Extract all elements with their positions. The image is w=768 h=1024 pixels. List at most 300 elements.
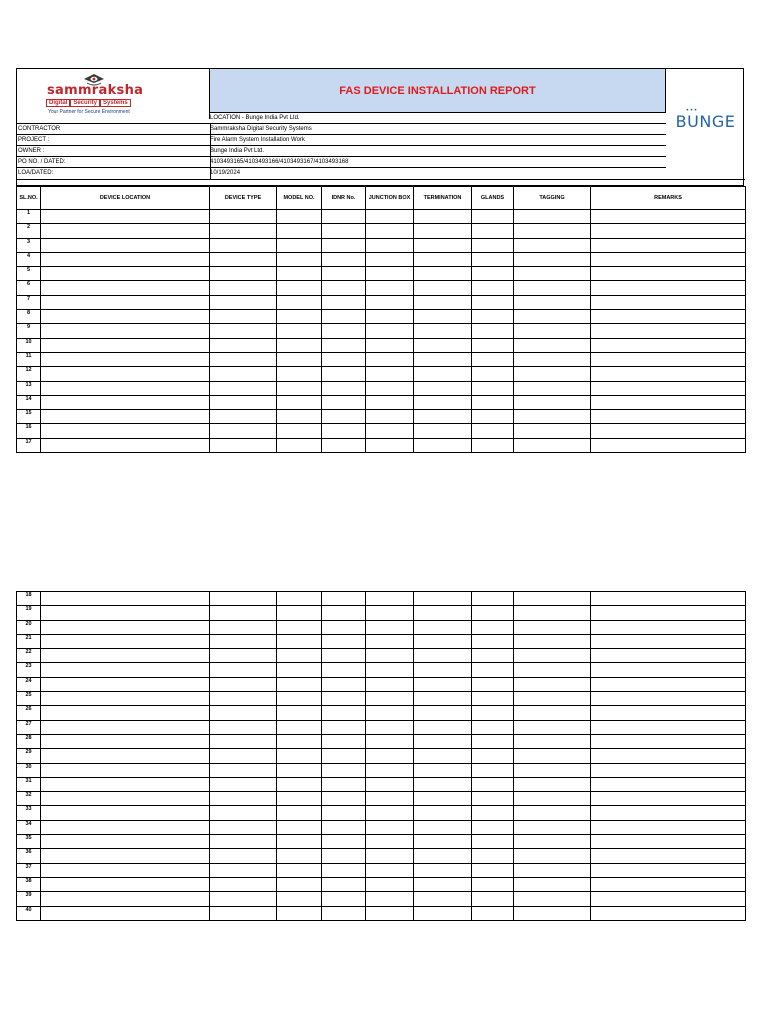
table-cell[interactable] bbox=[514, 367, 591, 381]
table-cell[interactable] bbox=[472, 310, 514, 324]
table-cell[interactable] bbox=[277, 338, 322, 352]
table-cell[interactable] bbox=[472, 663, 514, 677]
table-cell[interactable] bbox=[414, 424, 472, 438]
table-cell[interactable] bbox=[472, 820, 514, 834]
table-cell[interactable] bbox=[472, 734, 514, 748]
table-cell[interactable] bbox=[41, 835, 210, 849]
table-cell[interactable] bbox=[277, 877, 322, 891]
table-cell[interactable] bbox=[366, 706, 414, 720]
table-cell[interactable] bbox=[591, 381, 746, 395]
table-cell[interactable] bbox=[472, 267, 514, 281]
table-cell[interactable] bbox=[277, 649, 322, 663]
table-cell[interactable] bbox=[414, 395, 472, 409]
table-cell[interactable] bbox=[277, 734, 322, 748]
table-cell[interactable] bbox=[41, 281, 210, 295]
table-cell[interactable] bbox=[414, 806, 472, 820]
table-cell[interactable] bbox=[472, 835, 514, 849]
table-cell[interactable] bbox=[472, 238, 514, 252]
table-cell[interactable] bbox=[210, 792, 277, 806]
table-cell[interactable] bbox=[322, 692, 366, 706]
table-cell[interactable] bbox=[514, 734, 591, 748]
table-cell[interactable] bbox=[41, 224, 210, 238]
table-cell[interactable] bbox=[277, 634, 322, 648]
table-cell[interactable] bbox=[472, 410, 514, 424]
table-cell[interactable] bbox=[366, 649, 414, 663]
table-cell[interactable] bbox=[472, 438, 514, 452]
table-cell[interactable] bbox=[414, 210, 472, 224]
table-cell[interactable] bbox=[514, 281, 591, 295]
table-cell[interactable] bbox=[366, 252, 414, 266]
table-cell[interactable] bbox=[322, 367, 366, 381]
table-cell[interactable] bbox=[322, 849, 366, 863]
table-cell[interactable] bbox=[322, 352, 366, 366]
table-cell[interactable] bbox=[210, 649, 277, 663]
table-cell[interactable] bbox=[277, 706, 322, 720]
table-cell[interactable] bbox=[277, 792, 322, 806]
table-cell[interactable] bbox=[591, 634, 746, 648]
table-cell[interactable] bbox=[514, 592, 591, 606]
table-cell[interactable] bbox=[322, 634, 366, 648]
table-cell[interactable] bbox=[41, 252, 210, 266]
table-cell[interactable] bbox=[514, 395, 591, 409]
table-cell[interactable] bbox=[210, 720, 277, 734]
table-cell[interactable] bbox=[472, 892, 514, 906]
table-cell[interactable] bbox=[591, 210, 746, 224]
table-cell[interactable] bbox=[514, 792, 591, 806]
table-cell[interactable] bbox=[472, 224, 514, 238]
table-cell[interactable] bbox=[591, 606, 746, 620]
table-cell[interactable] bbox=[322, 424, 366, 438]
table-cell[interactable] bbox=[414, 310, 472, 324]
table-cell[interactable] bbox=[322, 210, 366, 224]
table-cell[interactable] bbox=[514, 720, 591, 734]
table-cell[interactable] bbox=[591, 877, 746, 891]
table-cell[interactable] bbox=[591, 863, 746, 877]
table-cell[interactable] bbox=[472, 677, 514, 691]
table-cell[interactable] bbox=[41, 720, 210, 734]
table-cell[interactable] bbox=[514, 677, 591, 691]
table-cell[interactable] bbox=[210, 634, 277, 648]
table-cell[interactable] bbox=[591, 806, 746, 820]
table-cell[interactable] bbox=[322, 763, 366, 777]
table-cell[interactable] bbox=[414, 763, 472, 777]
table-cell[interactable] bbox=[472, 720, 514, 734]
table-cell[interactable] bbox=[514, 835, 591, 849]
table-cell[interactable] bbox=[472, 281, 514, 295]
table-cell[interactable] bbox=[366, 338, 414, 352]
table-cell[interactable] bbox=[472, 763, 514, 777]
table-cell[interactable] bbox=[41, 677, 210, 691]
table-cell[interactable] bbox=[472, 620, 514, 634]
table-cell[interactable] bbox=[210, 692, 277, 706]
table-cell[interactable] bbox=[591, 310, 746, 324]
table-cell[interactable] bbox=[591, 749, 746, 763]
table-cell[interactable] bbox=[210, 777, 277, 791]
table-cell[interactable] bbox=[366, 749, 414, 763]
table-cell[interactable] bbox=[514, 749, 591, 763]
table-cell[interactable] bbox=[472, 649, 514, 663]
table-cell[interactable] bbox=[414, 620, 472, 634]
table-cell[interactable] bbox=[591, 692, 746, 706]
table-cell[interactable] bbox=[210, 438, 277, 452]
table-cell[interactable] bbox=[210, 338, 277, 352]
table-cell[interactable] bbox=[472, 210, 514, 224]
table-cell[interactable] bbox=[41, 395, 210, 409]
table-cell[interactable] bbox=[414, 692, 472, 706]
table-cell[interactable] bbox=[322, 267, 366, 281]
table-cell[interactable] bbox=[366, 906, 414, 920]
table-cell[interactable] bbox=[472, 381, 514, 395]
table-cell[interactable] bbox=[414, 706, 472, 720]
table-cell[interactable] bbox=[414, 777, 472, 791]
table-cell[interactable] bbox=[514, 663, 591, 677]
table-cell[interactable] bbox=[322, 310, 366, 324]
table-cell[interactable] bbox=[366, 438, 414, 452]
table-cell[interactable] bbox=[322, 777, 366, 791]
table-cell[interactable] bbox=[210, 749, 277, 763]
table-cell[interactable] bbox=[366, 634, 414, 648]
table-cell[interactable] bbox=[322, 749, 366, 763]
table-cell[interactable] bbox=[514, 877, 591, 891]
table-cell[interactable] bbox=[41, 310, 210, 324]
table-cell[interactable] bbox=[41, 792, 210, 806]
table-cell[interactable] bbox=[414, 677, 472, 691]
table-cell[interactable] bbox=[514, 210, 591, 224]
table-cell[interactable] bbox=[591, 792, 746, 806]
table-cell[interactable] bbox=[41, 438, 210, 452]
table-cell[interactable] bbox=[514, 267, 591, 281]
table-cell[interactable] bbox=[41, 649, 210, 663]
table-cell[interactable] bbox=[210, 620, 277, 634]
table-cell[interactable] bbox=[472, 367, 514, 381]
table-cell[interactable] bbox=[414, 877, 472, 891]
table-cell[interactable] bbox=[366, 777, 414, 791]
table-cell[interactable] bbox=[41, 692, 210, 706]
table-cell[interactable] bbox=[366, 224, 414, 238]
table-cell[interactable] bbox=[591, 663, 746, 677]
table-cell[interactable] bbox=[591, 777, 746, 791]
table-cell[interactable] bbox=[41, 706, 210, 720]
table-cell[interactable] bbox=[41, 620, 210, 634]
table-cell[interactable] bbox=[41, 892, 210, 906]
table-cell[interactable] bbox=[591, 338, 746, 352]
table-cell[interactable] bbox=[277, 906, 322, 920]
table-cell[interactable] bbox=[472, 792, 514, 806]
table-cell[interactable] bbox=[210, 835, 277, 849]
table-cell[interactable] bbox=[322, 720, 366, 734]
table-cell[interactable] bbox=[41, 777, 210, 791]
table-cell[interactable] bbox=[366, 238, 414, 252]
table-cell[interactable] bbox=[414, 906, 472, 920]
table-cell[interactable] bbox=[277, 692, 322, 706]
table-cell[interactable] bbox=[277, 310, 322, 324]
table-cell[interactable] bbox=[366, 267, 414, 281]
table-cell[interactable] bbox=[472, 706, 514, 720]
table-cell[interactable] bbox=[210, 295, 277, 309]
table-cell[interactable] bbox=[414, 367, 472, 381]
table-cell[interactable] bbox=[277, 395, 322, 409]
table-cell[interactable] bbox=[366, 849, 414, 863]
table-cell[interactable] bbox=[514, 849, 591, 863]
table-cell[interactable] bbox=[322, 820, 366, 834]
table-cell[interactable] bbox=[322, 863, 366, 877]
table-cell[interactable] bbox=[591, 849, 746, 863]
table-cell[interactable] bbox=[591, 706, 746, 720]
table-cell[interactable] bbox=[366, 692, 414, 706]
table-cell[interactable] bbox=[472, 606, 514, 620]
table-cell[interactable] bbox=[41, 749, 210, 763]
table-cell[interactable] bbox=[210, 252, 277, 266]
table-cell[interactable] bbox=[472, 906, 514, 920]
table-cell[interactable] bbox=[41, 367, 210, 381]
table-cell[interactable] bbox=[210, 210, 277, 224]
table-cell[interactable] bbox=[591, 252, 746, 266]
table-cell[interactable] bbox=[210, 310, 277, 324]
table-cell[interactable] bbox=[514, 352, 591, 366]
table-cell[interactable] bbox=[472, 863, 514, 877]
table-cell[interactable] bbox=[591, 324, 746, 338]
table-cell[interactable] bbox=[277, 410, 322, 424]
table-cell[interactable] bbox=[322, 734, 366, 748]
table-cell[interactable] bbox=[210, 606, 277, 620]
table-cell[interactable] bbox=[277, 352, 322, 366]
table-cell[interactable] bbox=[414, 606, 472, 620]
table-cell[interactable] bbox=[41, 634, 210, 648]
table-cell[interactable] bbox=[366, 295, 414, 309]
table-cell[interactable] bbox=[414, 720, 472, 734]
table-cell[interactable] bbox=[210, 820, 277, 834]
table-cell[interactable] bbox=[414, 892, 472, 906]
table-cell[interactable] bbox=[514, 410, 591, 424]
table-cell[interactable] bbox=[210, 806, 277, 820]
table-cell[interactable] bbox=[514, 424, 591, 438]
table-cell[interactable] bbox=[322, 835, 366, 849]
table-cell[interactable] bbox=[41, 592, 210, 606]
table-cell[interactable] bbox=[277, 820, 322, 834]
table-cell[interactable] bbox=[591, 720, 746, 734]
table-cell[interactable] bbox=[414, 224, 472, 238]
table-cell[interactable] bbox=[366, 395, 414, 409]
table-cell[interactable] bbox=[366, 720, 414, 734]
table-cell[interactable] bbox=[322, 295, 366, 309]
table-cell[interactable] bbox=[41, 338, 210, 352]
table-cell[interactable] bbox=[41, 906, 210, 920]
table-cell[interactable] bbox=[366, 835, 414, 849]
table-cell[interactable] bbox=[210, 706, 277, 720]
table-cell[interactable] bbox=[41, 663, 210, 677]
table-cell[interactable] bbox=[414, 592, 472, 606]
table-cell[interactable] bbox=[322, 649, 366, 663]
table-cell[interactable] bbox=[41, 734, 210, 748]
table-cell[interactable] bbox=[277, 806, 322, 820]
table-cell[interactable] bbox=[414, 281, 472, 295]
table-cell[interactable] bbox=[414, 749, 472, 763]
table-cell[interactable] bbox=[514, 324, 591, 338]
table-cell[interactable] bbox=[210, 381, 277, 395]
table-cell[interactable] bbox=[277, 849, 322, 863]
table-cell[interactable] bbox=[472, 352, 514, 366]
table-cell[interactable] bbox=[514, 620, 591, 634]
table-cell[interactable] bbox=[277, 720, 322, 734]
table-cell[interactable] bbox=[41, 410, 210, 424]
table-cell[interactable] bbox=[414, 252, 472, 266]
table-cell[interactable] bbox=[322, 281, 366, 295]
table-cell[interactable] bbox=[414, 238, 472, 252]
table-cell[interactable] bbox=[414, 849, 472, 863]
table-cell[interactable] bbox=[322, 806, 366, 820]
table-cell[interactable] bbox=[591, 592, 746, 606]
table-cell[interactable] bbox=[277, 281, 322, 295]
table-cell[interactable] bbox=[322, 252, 366, 266]
table-cell[interactable] bbox=[514, 777, 591, 791]
table-cell[interactable] bbox=[514, 863, 591, 877]
table-cell[interactable] bbox=[277, 295, 322, 309]
table-cell[interactable] bbox=[414, 381, 472, 395]
table-cell[interactable] bbox=[591, 267, 746, 281]
table-cell[interactable] bbox=[472, 692, 514, 706]
table-cell[interactable] bbox=[366, 324, 414, 338]
table-cell[interactable] bbox=[472, 749, 514, 763]
table-cell[interactable] bbox=[414, 410, 472, 424]
table-cell[interactable] bbox=[591, 820, 746, 834]
table-cell[interactable] bbox=[591, 677, 746, 691]
table-cell[interactable] bbox=[210, 892, 277, 906]
table-cell[interactable] bbox=[277, 224, 322, 238]
table-cell[interactable] bbox=[210, 410, 277, 424]
table-cell[interactable] bbox=[322, 238, 366, 252]
table-cell[interactable] bbox=[210, 367, 277, 381]
table-cell[interactable] bbox=[210, 324, 277, 338]
table-cell[interactable] bbox=[514, 310, 591, 324]
table-cell[interactable] bbox=[591, 395, 746, 409]
table-cell[interactable] bbox=[366, 892, 414, 906]
table-cell[interactable] bbox=[41, 352, 210, 366]
table-cell[interactable] bbox=[366, 424, 414, 438]
table-cell[interactable] bbox=[277, 620, 322, 634]
table-cell[interactable] bbox=[366, 352, 414, 366]
table-cell[interactable] bbox=[41, 763, 210, 777]
table-cell[interactable] bbox=[514, 820, 591, 834]
table-cell[interactable] bbox=[591, 892, 746, 906]
table-cell[interactable] bbox=[414, 792, 472, 806]
table-cell[interactable] bbox=[210, 906, 277, 920]
table-cell[interactable] bbox=[277, 763, 322, 777]
table-cell[interactable] bbox=[414, 663, 472, 677]
table-cell[interactable] bbox=[322, 395, 366, 409]
table-cell[interactable] bbox=[41, 820, 210, 834]
table-cell[interactable] bbox=[210, 677, 277, 691]
table-cell[interactable] bbox=[366, 606, 414, 620]
table-cell[interactable] bbox=[277, 438, 322, 452]
table-cell[interactable] bbox=[210, 734, 277, 748]
table-cell[interactable] bbox=[322, 663, 366, 677]
table-cell[interactable] bbox=[514, 295, 591, 309]
table-cell[interactable] bbox=[322, 906, 366, 920]
table-cell[interactable] bbox=[591, 281, 746, 295]
table-cell[interactable] bbox=[41, 381, 210, 395]
table-cell[interactable] bbox=[472, 324, 514, 338]
table-cell[interactable] bbox=[472, 592, 514, 606]
table-cell[interactable] bbox=[514, 692, 591, 706]
table-cell[interactable] bbox=[210, 224, 277, 238]
table-cell[interactable] bbox=[414, 863, 472, 877]
table-cell[interactable] bbox=[366, 734, 414, 748]
table-cell[interactable] bbox=[591, 438, 746, 452]
table-cell[interactable] bbox=[514, 438, 591, 452]
table-cell[interactable] bbox=[514, 634, 591, 648]
table-cell[interactable] bbox=[366, 310, 414, 324]
table-cell[interactable] bbox=[322, 706, 366, 720]
table-cell[interactable] bbox=[472, 338, 514, 352]
table-cell[interactable] bbox=[366, 367, 414, 381]
table-cell[interactable] bbox=[366, 677, 414, 691]
table-cell[interactable] bbox=[277, 210, 322, 224]
table-cell[interactable] bbox=[277, 749, 322, 763]
table-cell[interactable] bbox=[366, 877, 414, 891]
table-cell[interactable] bbox=[41, 424, 210, 438]
table-cell[interactable] bbox=[277, 424, 322, 438]
table-cell[interactable] bbox=[322, 324, 366, 338]
table-cell[interactable] bbox=[322, 606, 366, 620]
table-cell[interactable] bbox=[41, 806, 210, 820]
table-cell[interactable] bbox=[277, 238, 322, 252]
table-cell[interactable] bbox=[414, 438, 472, 452]
table-cell[interactable] bbox=[277, 252, 322, 266]
table-cell[interactable] bbox=[210, 352, 277, 366]
table-cell[interactable] bbox=[210, 763, 277, 777]
table-cell[interactable] bbox=[210, 849, 277, 863]
table-cell[interactable] bbox=[366, 592, 414, 606]
table-cell[interactable] bbox=[322, 381, 366, 395]
table-cell[interactable] bbox=[414, 352, 472, 366]
table-cell[interactable] bbox=[210, 592, 277, 606]
table-cell[interactable] bbox=[366, 763, 414, 777]
table-cell[interactable] bbox=[41, 324, 210, 338]
table-cell[interactable] bbox=[210, 238, 277, 252]
table-cell[interactable] bbox=[322, 892, 366, 906]
table-cell[interactable] bbox=[591, 906, 746, 920]
table-cell[interactable] bbox=[414, 267, 472, 281]
table-cell[interactable] bbox=[322, 438, 366, 452]
table-cell[interactable] bbox=[414, 338, 472, 352]
table-cell[interactable] bbox=[41, 606, 210, 620]
table-cell[interactable] bbox=[514, 224, 591, 238]
table-cell[interactable] bbox=[41, 295, 210, 309]
table-cell[interactable] bbox=[366, 410, 414, 424]
table-cell[interactable] bbox=[472, 777, 514, 791]
table-cell[interactable] bbox=[591, 238, 746, 252]
table-cell[interactable] bbox=[277, 592, 322, 606]
table-cell[interactable] bbox=[514, 238, 591, 252]
table-cell[interactable] bbox=[414, 734, 472, 748]
table-cell[interactable] bbox=[591, 295, 746, 309]
table-cell[interactable] bbox=[414, 649, 472, 663]
table-cell[interactable] bbox=[591, 620, 746, 634]
table-cell[interactable] bbox=[514, 806, 591, 820]
table-cell[interactable] bbox=[472, 295, 514, 309]
table-cell[interactable] bbox=[322, 877, 366, 891]
table-cell[interactable] bbox=[591, 410, 746, 424]
table-cell[interactable] bbox=[414, 295, 472, 309]
table-cell[interactable] bbox=[41, 877, 210, 891]
table-cell[interactable] bbox=[322, 677, 366, 691]
table-cell[interactable] bbox=[41, 210, 210, 224]
table-cell[interactable] bbox=[514, 906, 591, 920]
table-cell[interactable] bbox=[591, 367, 746, 381]
table-cell[interactable] bbox=[210, 424, 277, 438]
table-cell[interactable] bbox=[366, 792, 414, 806]
table-cell[interactable] bbox=[41, 267, 210, 281]
